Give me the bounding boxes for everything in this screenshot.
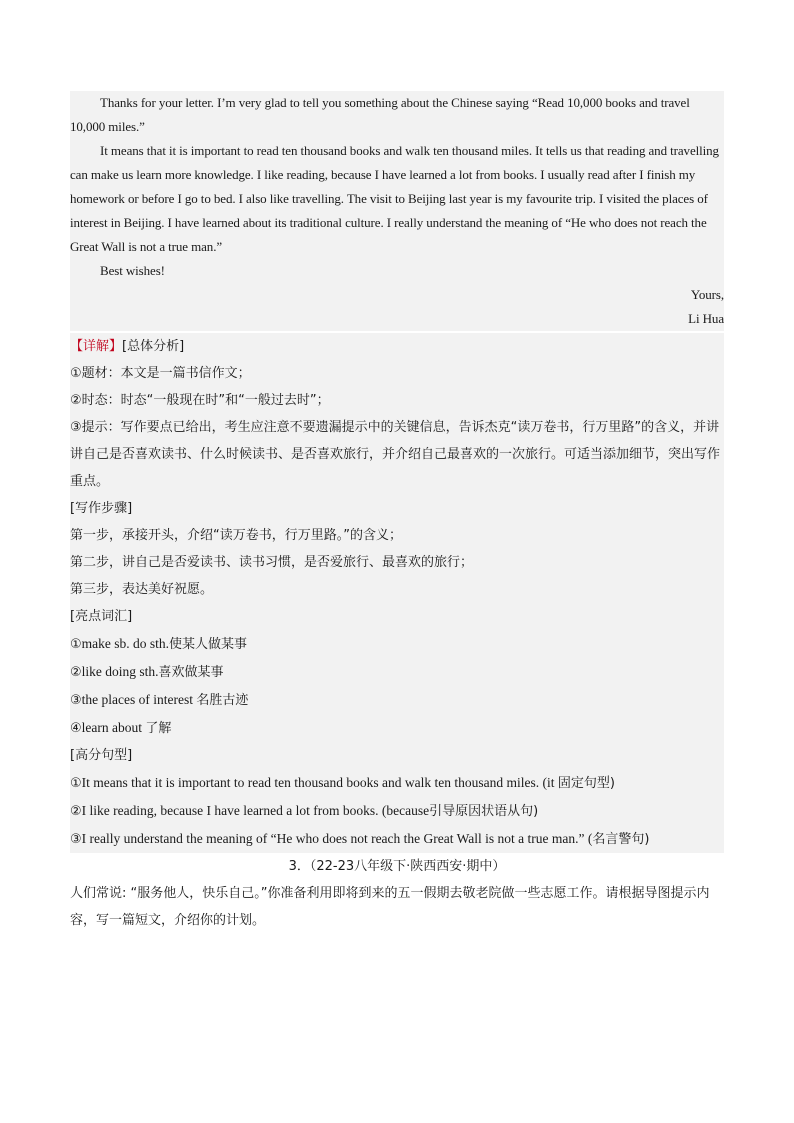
model-letter <box>70 91 724 331</box>
question-header: 3．（22-23八年级下·陕西西安·期中） <box>288 859 506 874</box>
letter-signature: Li Hua <box>688 311 724 326</box>
sentence-item: ②I like reading, because I have learned a lot from books. (because引导原因状语从句) <box>70 803 539 819</box>
step-item: 第二步，讲自己是否爱读书、读书习惯，是否爱旅行、最喜欢的旅行； <box>70 555 474 570</box>
letter-sign-off: Yours, <box>690 287 724 302</box>
page-content <box>70 91 724 934</box>
steps-title: [写作步骤] <box>70 501 133 516</box>
vocab-title: [亮点词汇] <box>70 609 133 624</box>
sentences-title: [高分句型] <box>70 748 133 763</box>
sentence-item: ①It means that it is important to read ten thousand books and walk ten thousand miles. (it 固定句型) <box>70 775 615 791</box>
analysis-item: ①题材：本文是一篇书信作文； <box>70 366 251 381</box>
analysis-item: ②时态：时态“一般现在时”和“一般过去时”； <box>70 393 330 408</box>
letter-closing: Best wishes! <box>100 263 165 278</box>
question-prompt: 人们常说: “服务他人，快乐自己。”你准备利用即将到来的五一假期去敬老院做一些志愿工作。请根据导图提示内容，写一篇短文，介绍你的计划。 <box>70 886 710 928</box>
analysis-item: ③提示：写作要点已给出，考生应注意不要遗漏提示中的关键信息，告诉杰克“读万卷书，行万里路”的含义，并讲讲自己是否喜欢读书、什么时候读书、是否喜欢旅行，并介绍自己最喜欢的一次旅行。可适当添加细节，突出写作重点。 <box>70 420 721 489</box>
sentence-item: ③I really understand the meaning of “He who does not reach the Great Wall is not a true man.” (名言警句) <box>70 831 650 847</box>
detail-tag: 【详解】 <box>70 339 123 354</box>
letter-paragraph-2: It means that it is important to read ten thousand books and walk ten thousand miles. It tells us that reading and travelling can make us learn more knowledge. I like reading, because I have learned a lot from books. I usually read after I finish my homework or before I go to bed. I also like travelling. The visit to Beijing last year is my favourite trip. I visited the places of interest in Beijing. I have learned about its traditional culture. I really understand the meaning of “He who does not reach the Great Wall is not a true man.” <box>70 143 719 254</box>
step-item: 第三步，表达美好祝愿。 <box>70 582 214 597</box>
step-item: 第一步，承接开头，介绍“读万卷书，行万里路。”的含义； <box>70 528 402 543</box>
letter-paragraph-1: Thanks for your letter. I’m very glad to tell you something about the Chinese saying “Read 10,000 books and travel 10,000 miles.” <box>70 95 690 134</box>
vocab-item: ①make sb. do sth.使某人做某事 <box>70 636 248 652</box>
analysis-section <box>70 333 724 853</box>
next-question <box>70 853 724 934</box>
vocab-item: ③the places of interest 名胜古迹 <box>70 692 249 708</box>
vocab-item: ②like doing sth.喜欢做某事 <box>70 664 224 680</box>
analysis-title: [总体分析] <box>122 339 185 354</box>
vocab-item: ④learn about 了解 <box>70 720 172 736</box>
analysis-heading <box>70 333 724 360</box>
